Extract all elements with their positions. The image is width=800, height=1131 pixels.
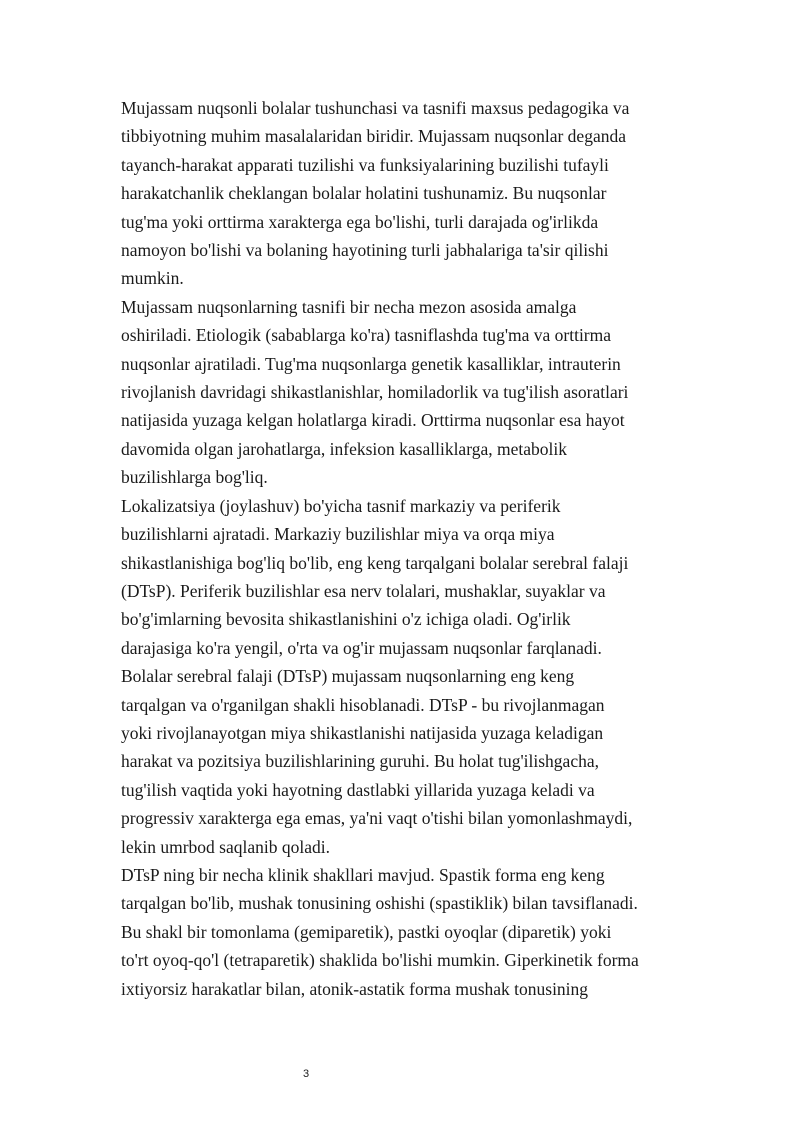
text-line: rivojlanish davridagi shikastlanishlar, homiladorlik va tug'ilish asoratlari [121, 382, 629, 403]
text-line: harakatchanlik cheklangan bolalar holatini tushunamiz. Bu nuqsonlar [121, 183, 607, 204]
text-line: natijasida yuzaga kelgan holatlarga kiradi. Orttirma nuqsonlar esa hayot [121, 410, 625, 431]
text-line: nuqsonlar ajratiladi. Tug'ma nuqsonlarga genetik kasalliklar, intrauterin [121, 353, 621, 374]
text-line: tug'ma yoki orttirma xarakterga ega bo'lishi, turli darajada og'irlikda [121, 211, 599, 232]
text-line: tarqalgan va o'rganilgan shakli hisoblanadi. DTsP - bu rivojlanmagan [121, 694, 605, 715]
text-line: yoki rivojlanayotgan miya shikastlanishi natijasida yuzaga keladigan [121, 722, 604, 743]
text-line: to'rt oyoq-qo'l (tetraparetik) shaklida bo'lishi mumkin. Giperkinetik forma [121, 950, 639, 971]
text-line: buzilishlarga bog'liq. [121, 467, 268, 488]
text-line: (DTsP). Periferik buzilishlar esa nerv tolalari, mushaklar, suyaklar va [121, 580, 606, 601]
text-line: tug'ilish vaqtida yoki hayotning dastlabki yillarida yuzaga keladi va [121, 779, 595, 800]
text-line: DTsP ning bir necha klinik shakllari mavjud. Spastik forma eng keng [121, 864, 605, 885]
text-line: shikastlanishiga bog'liq bo'lib, eng keng tarqalgani bolalar serebral falaji [121, 552, 629, 573]
text-line: tibbiyotning muhim masalalaridan biridir. Mujassam nuqsonlar deganda [121, 126, 626, 147]
text-line: Bu shakl bir tomonlama (gemiparetik), pastki oyoqlar (diparetik) yoki [121, 921, 612, 942]
text-line: Bolalar serebral falaji (DTsP) mujassam nuqsonlarning eng keng [121, 666, 575, 687]
text-line: lekin umrbod saqlanib qoladi. [121, 836, 330, 857]
page-number: 3 [302, 1068, 310, 1080]
text-line: ixtiyorsiz harakatlar bilan, atonik-astatik forma mushak tonusining [121, 978, 589, 999]
text-line: bo'g'imlarning bevosita shikastlanishini o'z ichiga oladi. Og'irlik [121, 609, 571, 630]
text-line: darajasiga ko'ra yengil, o'rta va og'ir mujassam nuqsonlar farqlanadi. [121, 637, 602, 658]
text-line: oshiriladi. Etiologik (sabablarga ko'ra) tasniflashda tug'ma va orttirma [121, 325, 612, 346]
text-line: tayanch-harakat apparati tuzilishi va funksiyalarining buzilishi tufayli [121, 154, 609, 175]
text-line: Mujassam nuqsonlarning tasnifi bir necha mezon asosida amalga [121, 296, 577, 317]
text-line: buzilishlarni ajratadi. Markaziy buzilishlar miya va orqa miya [121, 524, 555, 545]
text-line: davomida olgan jarohatlarga, infeksion kasalliklarga, metabolik [121, 438, 567, 459]
text-line: progressiv xarakterga ega emas, ya'ni vaqt o'tishi bilan yomonlashmaydi, [121, 808, 633, 829]
text-line: namoyon bo'lishi va bolaning hayotining turli jabhalariga ta'sir qilishi [121, 240, 609, 261]
text-line: Mujassam nuqsonli bolalar tushunchasi va tasnifi maxsus pedagogika va [121, 98, 630, 118]
text-line: Lokalizatsiya (joylashuv) bo'yicha tasnif markaziy va periferik [121, 495, 561, 516]
body-text [121, 94, 701, 1003]
text-line: harakat va pozitsiya buzilishlarining guruhi. Bu holat tug'ilishgacha, [121, 751, 599, 772]
text-line: tarqalgan bo'lib, mushak tonusining oshishi (spastiklik) bilan tavsiflanadi. [121, 893, 638, 914]
text-line: mumkin. [121, 268, 184, 289]
